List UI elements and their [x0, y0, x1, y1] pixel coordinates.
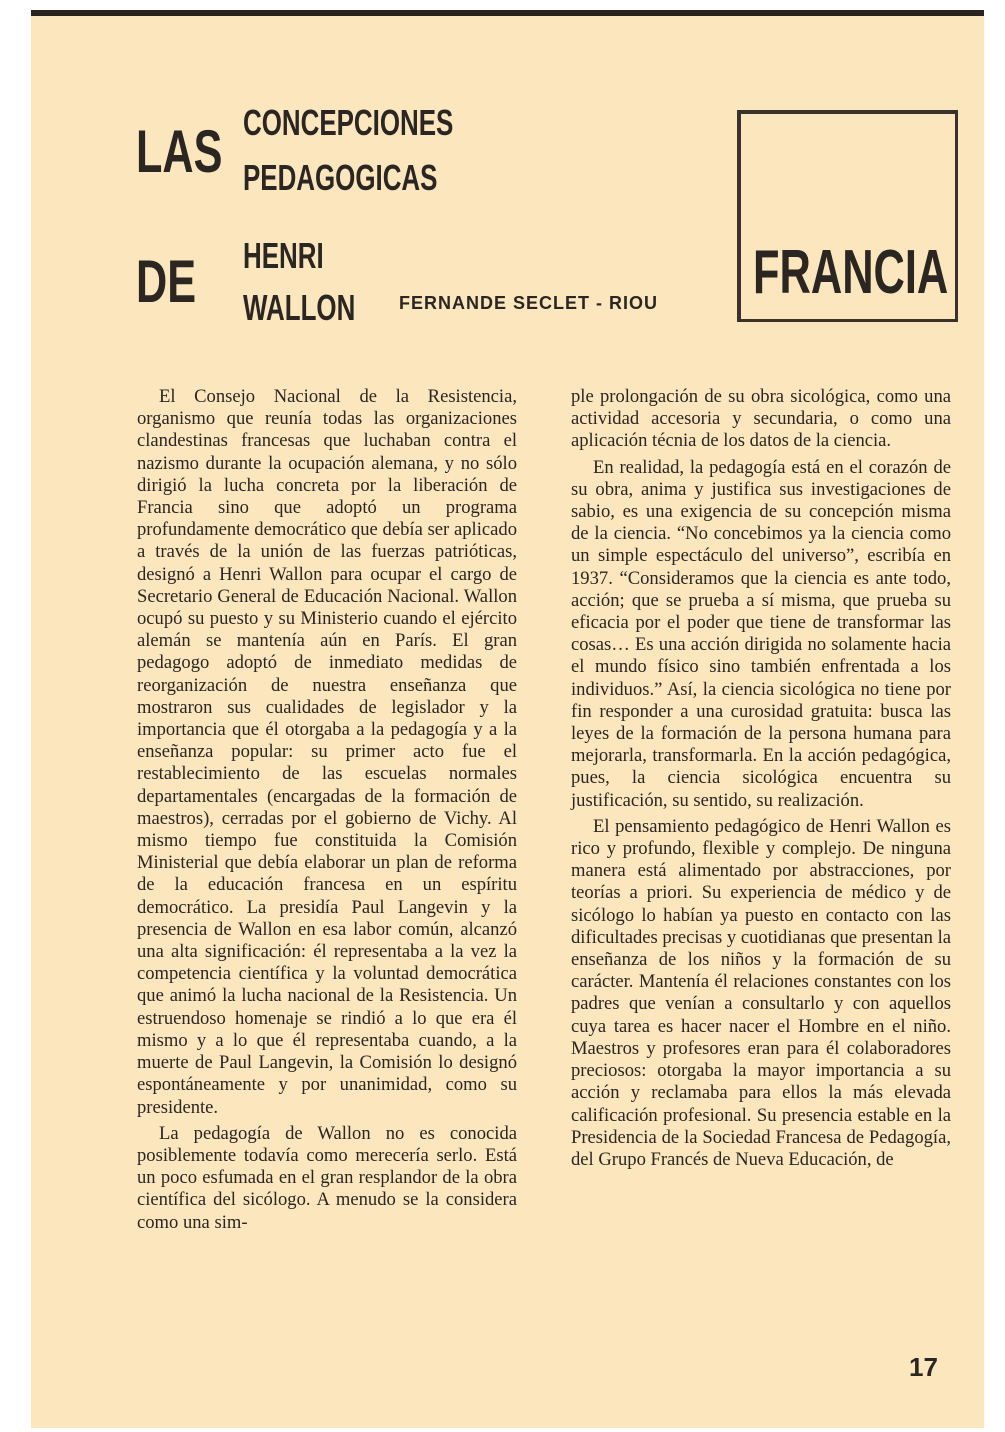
- paragraph: En realidad, la pedagogía está en el corazón de su obra, anima y justifica sus investigaciones de sabio, es una exigencia de su concepción misma de la ciencia. “No concebimos ya la ciencia como un simple espectáculo del universo”, escribía en 1937. “Consideramos que la ciencia es ante todo, acción; que se prueba a sí misma, que prueba su eficacia por el poder que tiene de transformar las cosas… Es una acción dirigida no solamente hacia el mundo físico sino también enfrentada a los individuos.” Así, la ciencia sicológica no tiene por fin responder a una curosidad gratuita: busca las leyes de la formación de la persona humana para mejorarla, transformarla. En la acción pedagógica, pues, la ciencia sicológica encuentra su justificación, su sentido, su realización.: [571, 456, 951, 811]
- title-las: LAS: [136, 118, 223, 185]
- top-rule: [31, 10, 984, 16]
- paragraph: El Consejo Nacional de la Resistencia, organismo que reunía todas las organizaciones clandestinas francesas que luchaban contra el nazismo durante la ocupación alemana, y no sólo dirigió la lucha concreta por la liberación de Francia sino que adoptó un programa profundamente democrático que debía ser aplicado a través de la unión de las fuerzas patrióticas, designó a Henri Wallon para ocupar el cargo de Secretario General de Educación Nacional. Wallon ocupó su puesto y su Ministerio cuando el ejército alemán se mantenía aún en París. El gran pedagogo adoptó de inmediato medidas de reorganización de nuestra enseñanza que mostraron sus cualidades de legislador y la importancia que él otorgaba a la pedagogía y a la enseñanza popular: su primer acto fue el restablecimiento de las escuelas normales departamentales (encargadas de la formación de maestros), cerradas por el gobierno de Vichy. Al mismo tiempo fue constituida la Comisión Ministerial que debía elaborar un plan de reforma de la educación francesa en un espíritu democrático. La presidía Paul Langevin y la presencia de Wallon en esa labor común, alcanzó una alta significación: él representaba a la vez la competencia científica y la voluntad democrática que animó la lucha nacional de la Resistencia. Un estruendoso homenaje se rindió a lo que era él mismo y a lo que él representaba cuando, a la muerte de Paul Langevin, la Comisión lo designó espontáneamente y por unanimidad, como su presidente.: [137, 386, 517, 1118]
- text-column-left: [137, 386, 517, 1234]
- title-pedagogicas: PEDAGOGICAS: [243, 157, 438, 198]
- country-label: FRANCIA: [753, 238, 949, 307]
- author-byline: FERNANDE SECLET - RIOU: [399, 293, 659, 313]
- title-concepciones: CONCEPCIONES: [243, 102, 454, 143]
- text-column-right: [571, 386, 951, 1171]
- country-box: [737, 110, 958, 322]
- paragraph: La pedagogía de Wallon no es conocida posiblemente todavía como merecería serlo. Está un poco esfumada en el gran resplandor de la obra científica del sicólogo. A menudo se la considera como una sim-: [137, 1122, 517, 1233]
- magazine-page: [31, 10, 984, 1428]
- paragraph: El pensamiento pedagógico de Henri Wallon es rico y profundo, flexible y complejo. De ninguna manera está alimentado por abstracciones, por teorías a priori. Su experiencia de médico y de sicólogo lo habían ya puesto en contacto con las dificultades precisas y cuotidianas que presentan la enseñanza de los niños y la formación de su carácter. Mantenía él relaciones constantes con los padres que venían a consultarlo y con aquellos cuya tarea es hacer nacer el Hombre en el niño. Maestros y profesores eran para él colaboradores preciosos: otorgaba la mayor importancia a su acción y reclamaba para ellos la más elevada calificación profesional. Su presencia estable en la Presidencia de la Sociedad Francesa de Pedagogía, del Grupo Francés de Nueva Educación, de: [571, 815, 952, 1170]
- title-henri: HENRI: [243, 235, 324, 276]
- title-wallon: WALLON: [243, 287, 356, 328]
- paragraph: ple prolongación de su obra sicológica, como una actividad accesoria y secundaria, o como una aplicación técnia de los datos de la ciencia.: [571, 386, 951, 452]
- page-number: 17: [909, 1352, 938, 1382]
- title-de: DE: [136, 248, 197, 315]
